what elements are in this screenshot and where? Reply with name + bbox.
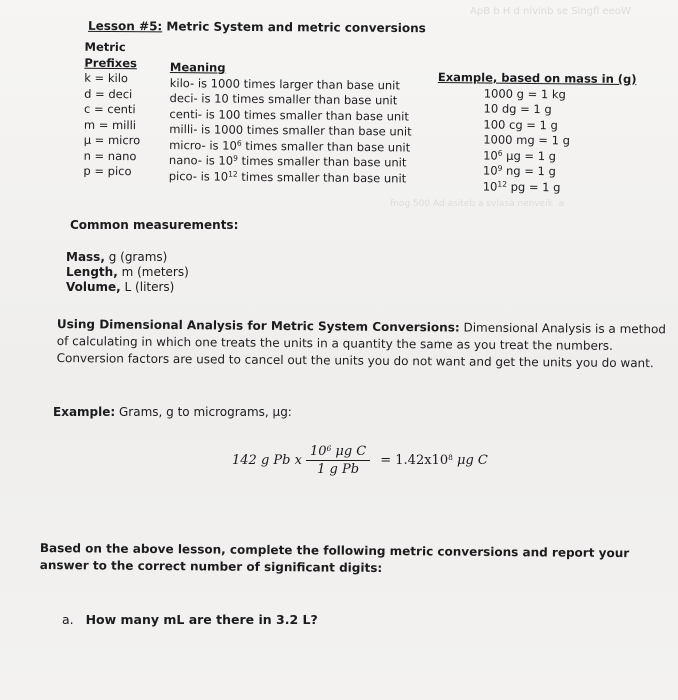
prefix-row: m = milli bbox=[83, 117, 137, 132]
mass-example-row: $10^{12}$ pg = 1 g bbox=[482, 178, 561, 194]
conversion-equation bbox=[232, 444, 488, 477]
conversion-factor bbox=[306, 444, 370, 477]
prefix-row: μ = micro bbox=[83, 132, 141, 148]
lesson-topic: Metric System and metric conversions bbox=[162, 19, 426, 36]
lesson-number: Lesson #5: bbox=[87, 18, 163, 34]
bleed-through-text-mid: fnog 500 Ad asiteb a svlasa nenveik .a bbox=[390, 199, 565, 209]
prefix-row: p = pico bbox=[83, 163, 132, 179]
meaning-row: milli- is 1000 times smaller than base unit bbox=[169, 121, 412, 139]
equation-left: 142 g Pb x bbox=[232, 453, 302, 468]
dimensional-analysis-paragraph bbox=[57, 316, 667, 372]
measurement-item: Length, m (meters) bbox=[66, 265, 189, 279]
common-measurements-heading: Common measurements: bbox=[70, 218, 239, 232]
mass-example-row: 100 cg = 1 g bbox=[483, 116, 558, 132]
mass-example-row: $10^9$ ng = 1 g bbox=[482, 163, 556, 179]
mass-example-column bbox=[437, 70, 637, 196]
mass-example-row: 1000 mg = 1 g bbox=[483, 132, 570, 148]
measurement-item: Mass, g (grams) bbox=[66, 250, 168, 264]
question-label: a. bbox=[62, 612, 74, 627]
prefix-row: n = nano bbox=[83, 148, 137, 163]
prefix-row: k = kilo bbox=[84, 70, 129, 86]
prefix-row: c = centi bbox=[83, 101, 136, 117]
conversion-numerator: $10^6$ μg C bbox=[306, 444, 370, 461]
meaning-row: deci- is 10 times smaller than base unit bbox=[169, 90, 398, 108]
mass-example-row: 10 dg = 1 g bbox=[483, 101, 552, 117]
prefix-header-line1: Metric bbox=[84, 39, 126, 55]
meaning-row: pico- is $10^{12}$ times smaller than base unit bbox=[168, 168, 407, 185]
mass-example-header: Example, based on mass in (g) bbox=[437, 70, 637, 87]
prefix-row: d = deci bbox=[84, 86, 133, 101]
mass-example-row: $10^6$ μg = 1 g bbox=[483, 147, 557, 163]
meaning-row: kilo- is 1000 times larger than base unit bbox=[169, 75, 400, 92]
measurement-item: Volume, L (liters) bbox=[66, 280, 175, 294]
bleed-through-text-top: ApB b H d nivinb se Singfl eeoW bbox=[470, 6, 631, 17]
instruction-text: Based on the above lesson, complete the following metric conversions and report your answer to the correct number of significant digits: bbox=[39, 540, 630, 575]
prefix-column bbox=[83, 40, 141, 180]
dimensional-analysis-text: Dimensional Analysis is a method of calculating in which one treats the units in a quantity the same as you treat the numbers. Conversion factors are used to cancel out the units you do not want and get the units you do want. bbox=[56, 320, 667, 371]
meaning-row: micro- is $10^6$ times smaller than base unit bbox=[169, 137, 411, 155]
question-a bbox=[62, 612, 318, 627]
prefix-header-line2: Prefixes bbox=[84, 55, 137, 70]
lesson-title bbox=[88, 19, 426, 35]
question-text: How many mL are there in 3.2 L? bbox=[85, 612, 318, 627]
common-measurements-list bbox=[66, 250, 189, 295]
equation-result: = $1.42x10^8$ μg C bbox=[380, 453, 488, 468]
dimensional-analysis-heading: Using Dimensional Analysis for Metric System Conversions: bbox=[56, 316, 460, 335]
example-heading: Example: Grams, g to micrograms, μg: bbox=[53, 405, 292, 419]
mass-example-row: 1000 g = 1 kg bbox=[483, 85, 566, 101]
meaning-header: Meaning bbox=[169, 60, 226, 75]
meaning-row: centi- is 100 times smaller than base unit bbox=[169, 106, 410, 124]
conversion-denominator: 1 g Pb bbox=[317, 462, 360, 477]
meaning-column bbox=[169, 60, 413, 187]
meaning-row: nano- is $10^9$ times smaller than base unit bbox=[168, 152, 407, 170]
